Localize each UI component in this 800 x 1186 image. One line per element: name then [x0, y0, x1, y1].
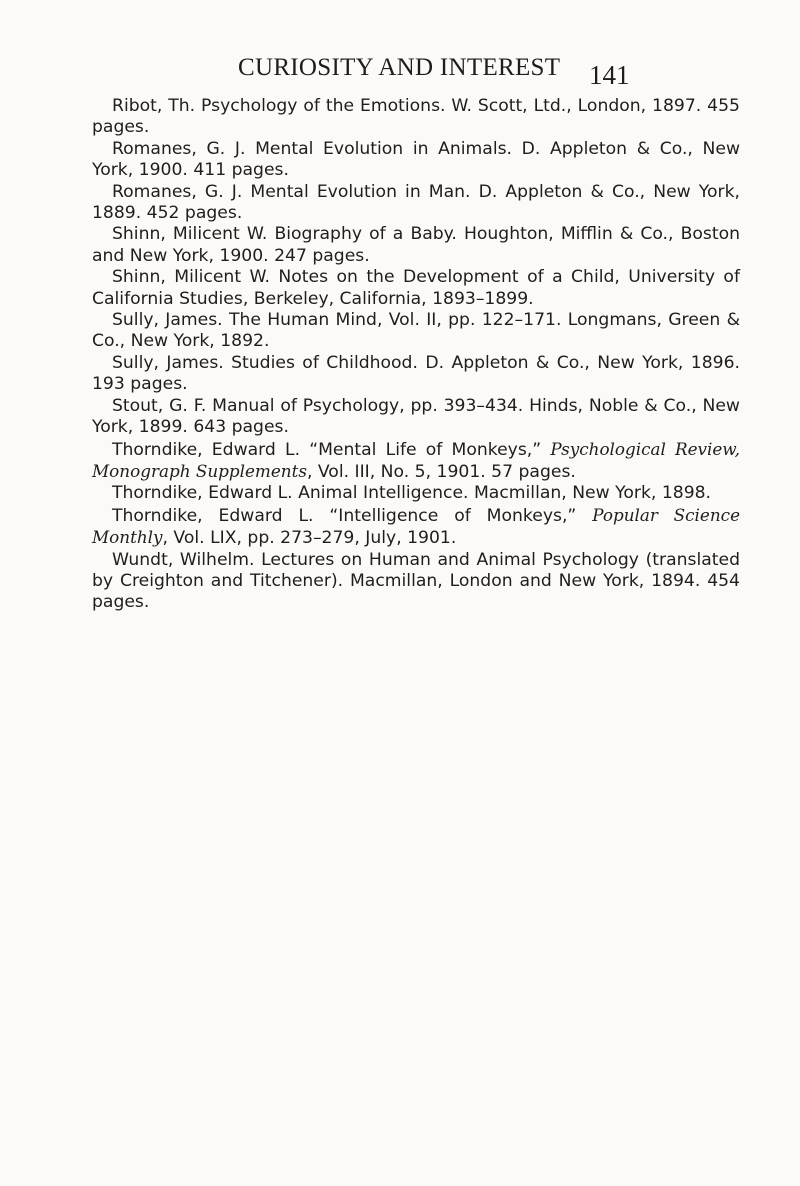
reference-text: Romanes, G. J. Mental Evolution in Man. D. Appleton & Co., New York, 1889. 452 pages. — [92, 181, 740, 224]
reference-list — [92, 96, 740, 614]
reference-italic-title: Popular Science Monthly — [92, 504, 740, 548]
reference-text: Thorndike, Edward L. “Mental Life of Monkeys,” — [112, 439, 551, 460]
reference-text: , Vol. LIX, pp. 273–279, July, 1901. — [162, 528, 457, 549]
reference-text: Sully, James. Studies of Childhood. D. Appleton & Co., New York, 1896. 193 pages. — [92, 352, 740, 395]
running-head — [0, 54, 800, 94]
reference-entry — [92, 182, 740, 225]
reference-entry — [92, 139, 740, 182]
reference-entry — [92, 224, 740, 267]
reference-text: , Vol. III, No. 5, 1901. 57 pages. — [306, 461, 576, 482]
reference-entry — [92, 505, 740, 550]
reference-italic-title: Psychological Review, Monograph Supplements — [92, 438, 740, 481]
reference-text: Ribot, Th. Psychology of the Emotions. W. Scott, Ltd., London, 1897. 455 pages. — [92, 96, 740, 138]
reference-entry — [92, 550, 740, 614]
running-title: CURIOSITY AND INTEREST — [238, 54, 561, 81]
reference-entry — [92, 96, 740, 139]
reference-text: Wundt, Wilhelm. Lectures on Human and Animal Psychology (translated by Creighton and Titchener). Macmillan, London and New York, 1894. 454 pages. — [92, 549, 740, 613]
reference-entry — [92, 267, 740, 310]
reference-text: Stout, G. F. Manual of Psychology, pp. 393–434. Hinds, Noble & Co., New York, 1899. 643 pages. — [92, 395, 740, 438]
reference-entry — [92, 310, 740, 353]
reference-entry — [92, 396, 740, 439]
reference-entry — [92, 483, 740, 504]
reference-entry — [92, 439, 740, 484]
reference-text: Romanes, G. J. Mental Evolution in Animals. D. Appleton & Co., New York, 1900. 411 pages. — [92, 138, 740, 181]
reference-text: Thorndike, Edward L. “Intelligence of Monkeys,” — [112, 505, 593, 526]
reference-text: Thorndike, Edward L. Animal Intelligence. Macmillan, New York, 1898. — [112, 483, 712, 504]
reference-text: Shinn, Milicent W. Biography of a Baby. Houghton, Mifflin & Co., Boston and New York, 1900. 247 pages. — [92, 224, 740, 266]
reference-text: Sully, James. The Human Mind, Vol. II, pp. 122–171. Longmans, Green & Co., New York, 1892. — [92, 310, 740, 352]
reference-text: Shinn, Milicent W. Notes on the Development of a Child, University of California Studies, Berkeley, California, 1893–1899. — [92, 267, 740, 309]
reference-entry — [92, 353, 740, 396]
page-number: 141 — [589, 60, 630, 90]
